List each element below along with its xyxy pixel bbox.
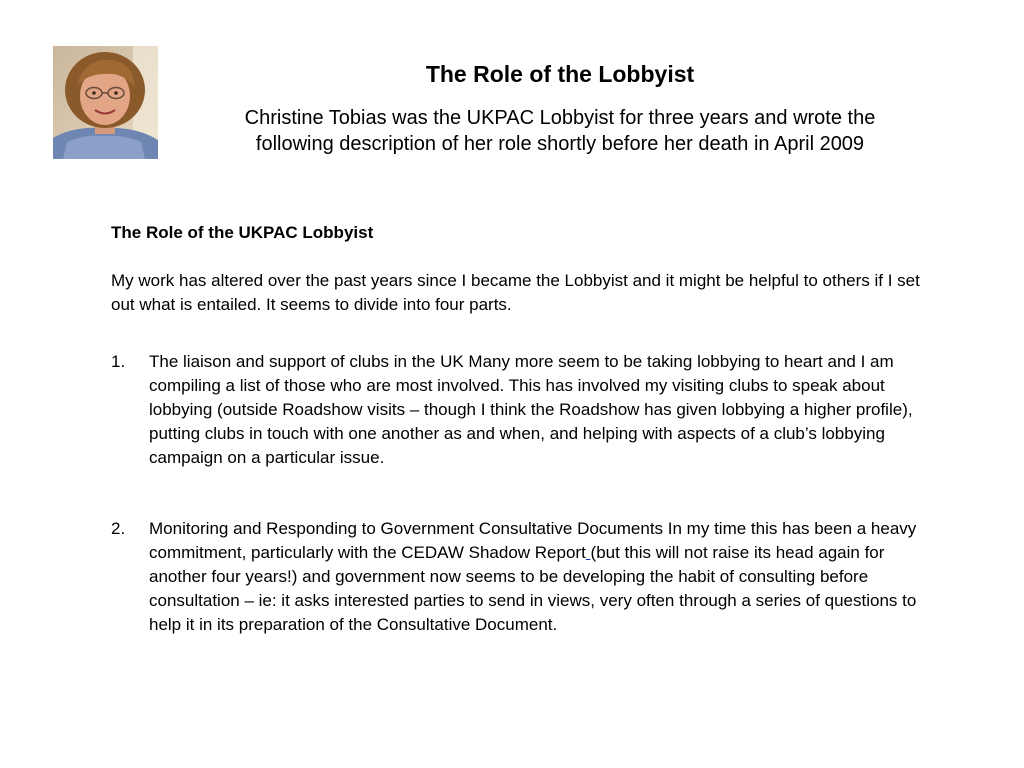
list-item-text-before-link: Monitoring and Responding to Government Consultative Documents In my time this has been a heavy commitment, particularly with the CEDAW Shadow Report: [149, 519, 917, 562]
portrait-photo: [53, 46, 158, 159]
page-subtitle: [180, 105, 940, 157]
list-item-number: 1.: [111, 352, 126, 371]
list-item-text: The liaison and support of clubs in the UK Many more seem to be taking lobbying to heart and I am compiling a list of those who are most involved. This has involved my visiting clubs to speak about lobbying (outside Roadshow visits – though I think the Roadshow has given lobbying a higher profile), putting clubs in touch with one another as and when, and helping with aspects of a club’s lobbying campaign on a particular issue.: [149, 352, 913, 467]
list-item: [111, 350, 941, 470]
list-item-text-after-link: (but this will not raise its head again for another four years!) and government now seems to be developing the habit of consulting before consultation – ie: it asks interested parties to send in views, very often through a series of questions to help it in its preparation of the Consultative Document.: [149, 543, 917, 634]
subtitle-line-2: following description of her role shortly before her death in April 2009: [255, 133, 865, 155]
page-title: The Role of the Lobbyist: [425, 61, 695, 87]
portrait-image: [53, 46, 158, 159]
subtitle-line-1: Christine Tobias was the UKPAC Lobbyist for three years and wrote the: [244, 107, 876, 129]
list-item: [111, 517, 941, 637]
section-heading: The Role of the UKPAC Lobbyist: [111, 223, 374, 242]
list-item-text: [149, 517, 941, 637]
intro-paragraph: My work has altered over the past years since I became the Lobbyist and it might be helpful to others if I set out what is entailed. It seems to divide into four parts.: [111, 271, 920, 314]
list-item-number: 2.: [111, 519, 126, 538]
